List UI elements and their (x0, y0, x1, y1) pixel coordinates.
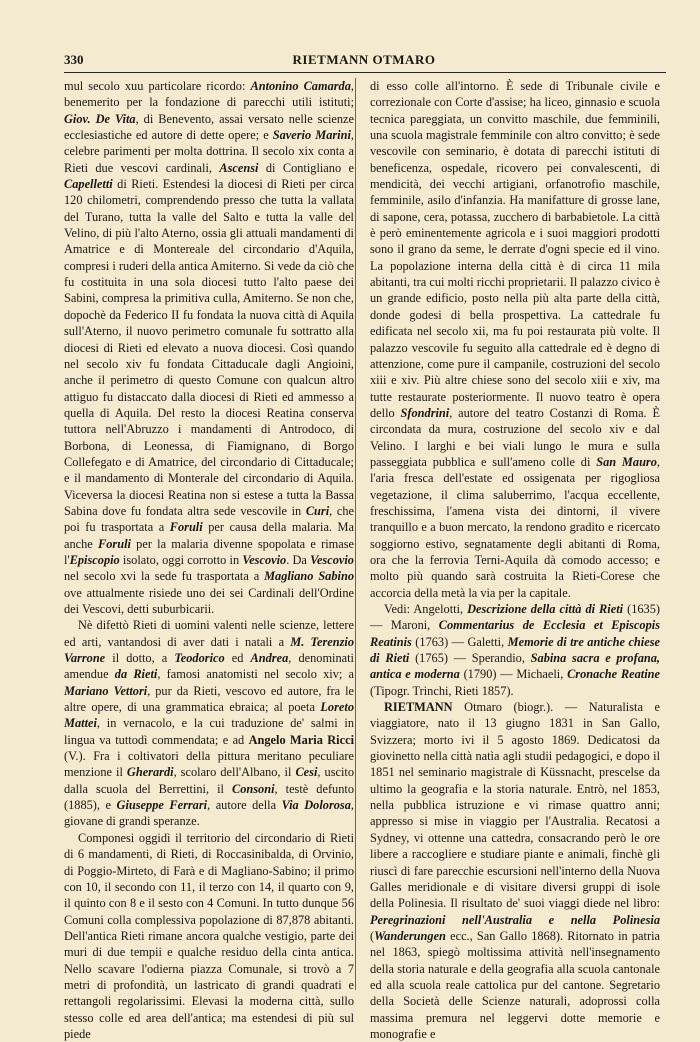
text-run: Nè difettò Rieti di uomini valenti nelle scienze, lettere ed arti, vantandosi di aver dati i natali a (64, 618, 354, 649)
text-run: , che poi fu trasportata a (64, 503, 354, 535)
text-run: isolato, oggi corrotto in (119, 552, 243, 567)
text-run: di esso colle all'intorno. È sede di Tribunale civile e correzionale con Corte d'assise; ha liceo, ginnasio e scuola tecnica pareggiata, un convitto maschile, due femminili, una scuola magistrale femminile con altro convitto; è sede vescovile con seminario, è dotata di parecchi istituti di beneficenza, ospedale, ricovero pei convalescenti, di mendicità, dei vecchi artigiani, orfanotrofio maschile, femminile, asilo d'infanzia. Ha manifatture di grosse lane, di sapone, cera, potassa, zucchero di barbabietole. La città è però eminentemente agricola e i suoi maggiori prodotti sono il grano da seme, le derrate d'ogni specie ed il vino. La popolazione interna della città è di circa 11 mila abitanti, tra cui molti ricchi proprietarii. Il palazzo civico è un grande edificio, posto nella più alta parte della città, donde godesi di bella prospettiva. La cattedrale fu edificata nel secolo xii, ma fu poi restaurata più volte. Il palazzo vescovile fu seguito alla cattedrale ed è degno di attenzione, come pure il campanile, costruzioni del secolo xiii e xiv. Più altre chiese sono del secolo xiii e xiv, ma tutte restaurate posteriormente. Il nuovo teatro è opera dello (370, 79, 660, 420)
italic-text: Mariano Vettori (64, 683, 148, 698)
italic-text: Via Dolorosa (281, 798, 351, 813)
text-run: , famosi anatomisti nel secolo xiv; a (157, 667, 354, 682)
italic-text: San Mauro (596, 454, 657, 469)
text-run: , testè defunto (1885), e (64, 781, 354, 813)
italic-text: Cronache Reatine (567, 667, 660, 682)
text-run: per causa della malaria. Ma anche (64, 520, 354, 551)
paragraph (370, 78, 660, 601)
text-run: di Contigliano e (258, 160, 354, 175)
text-run: Otmaro (biogr.). — Naturalista e viaggiatore, nato il 13 giugno 1831 in San Gallo, Svizzera; morto ivi il 5 agosto 1869. Dedicatosi da giovinetto nella città natìa agli studii pedagogici, e dopo il 1851 nel seminario magistrale di Küssnacht, prescelse da ultimo la geografia e la storia naturale. Entrò, nel 1853, nella pubblica istruzione e vi rimase quattro anni; appresso si mise in viaggio per l'Australia. Recatosi a Sydney, vi ottenne una cattedra, consacrando però le ore libere a raccogliere e studiare piante e animali, finchè gli riuscì di fare parecchie escursioni nell'interno della Nuova Galles meridionale e di visitare diversi gruppi di isole della Polinesia. Il risultato de' suoi viaggi diede nel libro: (370, 700, 660, 911)
text-run: Vedi: Angelotti, (384, 602, 468, 616)
italic-text: Sfondrini (400, 405, 450, 420)
italic-text: Vescovio (310, 552, 354, 567)
italic-text: Memorie di tre antiche chiese di Rieti (370, 634, 660, 666)
text-run: ecc., San Gallo 1868). Ritornato in patria nel 1863, spiegò moltissima attività nell'insegnamento della storia naturale e della geografia alla scuola cantonale ed alla scuola reale cattolica pur del cantone. Segretario della Società delle Scienze naturali, adoprossi colla massima premura nel leggervi dotte memorie e monografie e (370, 928, 660, 1041)
text-run: per la malaria divenne spopolata e rimase l' (64, 536, 354, 567)
italic-text: Gherardi (126, 765, 174, 780)
text-run: (1790) — Michaeli, (459, 667, 568, 682)
text-run: mul secolo xuu particolare ricordo: (64, 79, 251, 93)
italic-text: Magliano Sabino (264, 569, 354, 584)
text-run: , in vernacolo, e la cui traduzione de' salmi in lingua va tuttodì commendata; e ad (64, 716, 354, 747)
italic-text: Cesi (295, 765, 318, 780)
italic-text: Ascensi (219, 160, 259, 175)
text-run: , pur da Rieti, vescovo ed autore, fra le altre opere, di una grammatica ebraica; al poeta (64, 683, 354, 715)
text-run: , celebre parimenti per molta dottrina. Il secolo xix conta a Rieti due vescovi cardinali, (64, 128, 354, 175)
text-run: (1635) — Maroni, (370, 602, 661, 633)
text-run: il dotto, a (105, 651, 175, 666)
italic-text: Foruli (98, 536, 131, 551)
text-run: . Da (286, 552, 311, 567)
italic-text: Peregrinazioni nell'Australia e nella Polinesia (370, 912, 660, 927)
italic-text: Commentarius de Ecclesia et Episcopis Reatinis (370, 618, 660, 649)
italic-text: Sabina sacra e profana, antica e moderna (370, 651, 660, 682)
text-run: , autore della (207, 798, 282, 813)
italic-text: Vescovio (242, 552, 287, 567)
italic-text: Capelletti (64, 177, 113, 192)
bold-text: Angelo Maria Ricci (248, 732, 355, 747)
text-run: (1765) — Sperandio, (409, 651, 531, 666)
text-run: (V.). Fra i coltivatori della pittura meritano peculiare menzione il (64, 749, 354, 780)
italic-text: Andrea (250, 651, 289, 666)
italic-text: Wanderungen (374, 928, 446, 943)
running-title: RIETMANN OTMARO (292, 52, 436, 67)
text-run: , giovane di grandi speranze. (64, 798, 354, 829)
text-run: Componesi oggidì il territorio del circondario di Rieti di 6 mandamenti, di Rieti, di Roccasinibalda, di Orvinio, di Poggio-Mirteto, di Farà e di Magliano-Sabino; il primo con 10, il secondo con 11, il terzo con 14, il quarto con 9, il quinto con 8 e il sesto con 4 Comuni. In tutto dunque 56 Comuni colla complessiva popolazione di 87,878 abitanti. Dell'antica Rieti rimane ancora qualche vestigio, parte dei muri di due tempii e qualche residuo della cinta antica. Nello scavare l'odierna piazza Comunale, si trovò a 7 metri di profondità, un lastricato di grandi quadrati e rettangoli regolarissimi. Elevasi la moderna città, sullo stesso colle ed area dell'antica; ma estendesi di più sul piede (64, 830, 354, 1041)
page-number: 330 (64, 52, 84, 67)
bold-text: RIETMANN (384, 700, 453, 715)
italic-text: Descrizione della città di Rieti (467, 602, 624, 616)
text-run: , di Benevento, assai versato nelle scienze ecclesiastiche ed autore di dette opere; e (64, 111, 354, 143)
italic-text: Episcopio (69, 552, 120, 567)
text-run: , benemerito per la fondazione di parecchi utili istituti; (64, 79, 354, 110)
text-run: , autore del teatro Costanzi di Roma. È circondata da mura, costruzione del secolo xiv e dal Velino. I larghi e bei viali lungo le mura e sulla passeggiata pubblica e sull'ameno colle di (370, 405, 660, 469)
italic-text: M. Terenzio Varrone (64, 634, 354, 666)
column-divider (355, 78, 356, 990)
text-run: , l'aria fresca dell'estate ed ossigenata per rigogliosa vegetazione, il clima saluberrimo, l'acqua eccellente, freschissima, l'amena vista dei dintorni, il vivere tranquillo e a buon mercato, la rendono gradito e ricercato soggiorno estivo, segnatamente degli abitanti di Roma, ora che la ferrovia Terni-Aquila dà comodo accesso; e molto più quando sarà costruita la Rieti-Corese che accorcia della metà la via per la capitale. (370, 454, 660, 600)
text-run: , scolaro dell'Albano, il (173, 765, 296, 780)
italic-text: Giov. De Vita (64, 111, 136, 126)
left-column (64, 78, 355, 1041)
italic-text: Teodorico (174, 651, 225, 666)
italic-text: Loreto Mattei (64, 700, 354, 731)
text-run: , uscito dalla scuola del Berrettini, il (64, 765, 355, 796)
italic-text: da Rieti (114, 667, 158, 682)
paragraph (64, 830, 354, 1042)
paragraph (64, 617, 354, 829)
italic-text: Consoni (231, 781, 275, 796)
paragraph (370, 699, 660, 1042)
header-rule (64, 72, 666, 73)
italic-text: Giuseppe Ferrari (116, 798, 208, 813)
text-run: (Tipogr. Trinchi, Rieti 1857). (370, 683, 514, 698)
italic-text: Saverio Marini (272, 128, 351, 143)
italic-text: Foruli (169, 520, 203, 535)
text-run: , denominati amendue (64, 651, 354, 682)
right-column (370, 78, 661, 1041)
paragraph (370, 601, 660, 699)
italic-text: Curi (305, 503, 330, 518)
text-run: ove attualmente risiede uno dei sei Cardinali dell'Ordine dei Vescovi, detti suburbicarii. (64, 585, 354, 616)
text-run: di Rieti. Estendesi la diocesi di Rieti per circa 120 chilometri, comprendendo presso che tutta la vallata del Turano, tutta la valle del Salto e tutta la valle del Velino, di più l'alto Aterno, ossia gli attuali mandamenti di Amatrice e di Montereale del circondario d'Aquila, compresi i ruderi della antica Amiterno. Si vede da ciò che fu costituita in una sola diocesi tutto l'alto paese dei Sabini, compresa la primitiva culla, Amiterno. Se non che, dopochè da Federico II fu fondata la nuova città di Aquila sull'Aterno, il nuovo perimetro comunale fu sottratto alla diocesi di Rieti ed elevato a nuova diocesi. Così quando nel secolo xiv fu fondata Cittaducale dagli Angioini, anche il perimetro di questo Comune con qualcun altro attiguo fu distaccato dalla diocesi di Rieti ed ammesso a quella di Aquila. Del resto la diocesi Reatina conserva tuttora nell'Abruzzo i mandamenti di Antrodoco, di Borbona, di Leonessa, di Fiamignano, di Borgo Collefegato e di Amatrice, del circondario di Cittaducale; e il mandamento di Monterale del circondario di Aquila. Viceversa la diocesi Reatina non si estese a tutta la Bassa Sabina dove fu fondata altra sede vescovile in (64, 177, 354, 518)
paragraph (64, 78, 354, 617)
text-run: (1763) — Galetti, (411, 634, 508, 649)
text-run: ( (370, 928, 375, 943)
page-header (64, 52, 664, 70)
italic-text: Antonino Camarda (250, 79, 351, 93)
text-run: nel secolo xvi la sede fu trasportata a (64, 569, 265, 584)
text-run: ed (224, 651, 251, 666)
